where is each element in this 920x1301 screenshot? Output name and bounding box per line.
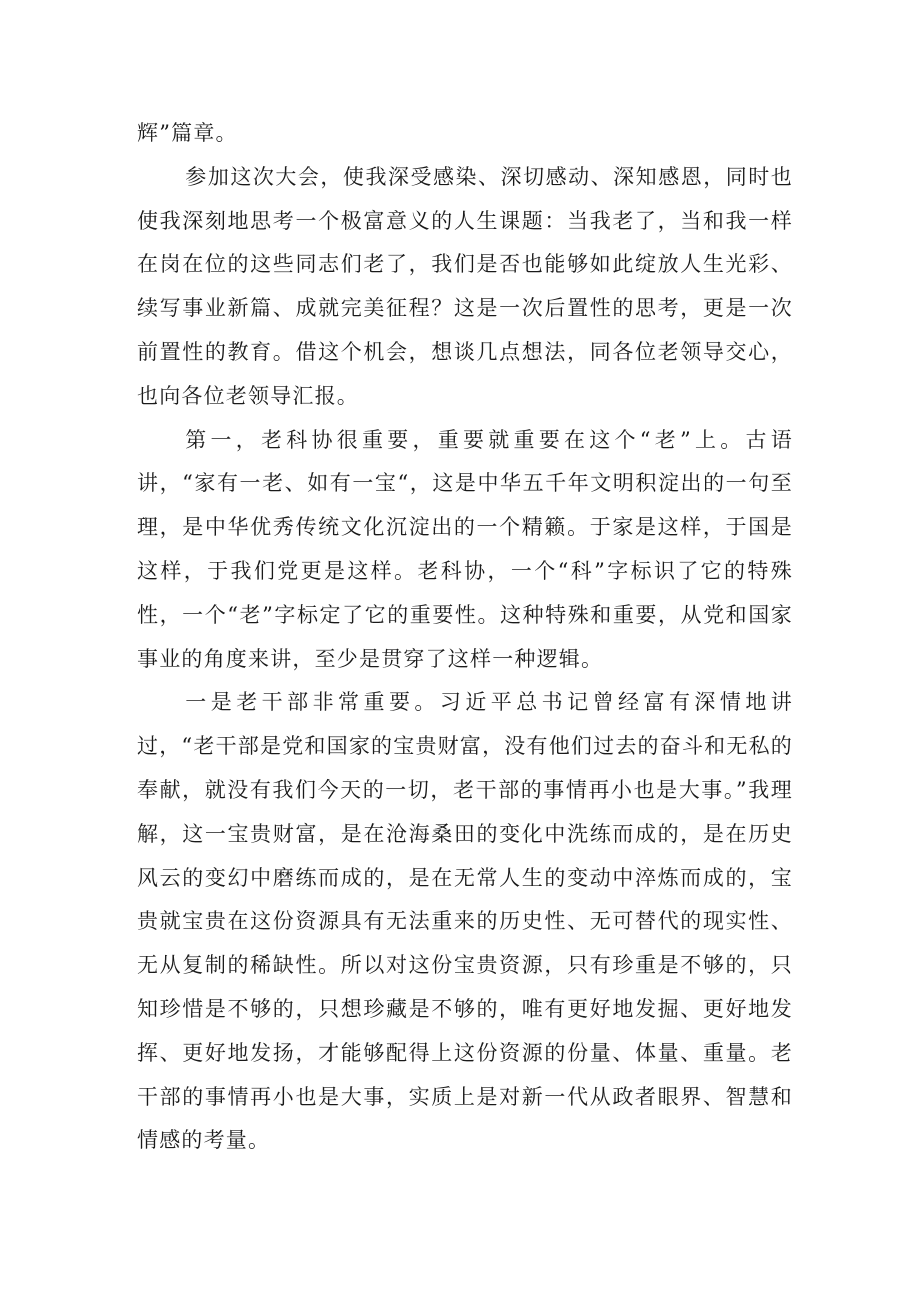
paragraph-veteran-cadres: 一是老干部非常重要。习近平总书记曾经富有深情地讲过，“老干部是党和国家的宝贵财富，没有他们过去的奋斗和无私的奉献，就没有我们今天的一切，老干部的事情再小也是大事。”我理解，这一宝贵财富，是在沧海桑田的变化中洗练而成的，是在历史风云的变幻中磨练而成的，是在无常人生的变动中淬炼而成的，宝贵就宝贵在这份资源具有无法重来的历史性、无可替代的现实性、无从复制的稀缺性。所以对这份宝贵资源，只有珍重是不够的，只知珍惜是不够的，只想珍藏是不够的，唯有更好地发掘、更好地发挥、更好地发扬，才能够配得上这份资源的份量、体量、重量。老干部的事情再小也是大事，实质上是对新一代从政者眼界、智慧和情感的考量。 [137,690,793,1153]
paragraph-point-one: 第一，老科协很重要，重要就重要在这个“老”上。古语讲，“家有一老、如有一宝“，这是中华五千年文明积淀出的一句至理，是中华优秀传统文化沉淀出的一个精籁。于家是这样，于国是这样，于我们党更是这样。老科协，一个“科”字标识了它的特殊性，一个“老”字标定了它的重要性。这种特殊和重要，从党和国家事业的角度来讲，至少是贯穿了这样一种逻辑。 [137,427,793,671]
body-text [137,112,793,1163]
paragraph-conference-reflection: 参加这次大会，使我深受感染、深切感动、深知感恩，同时也使我深刻地思考一个极富意义的人生课题：当我老了，当和我一样在岗在位的这些同志们老了，我们是否也能够如此绽放人生光彩、续写事业新篇、成就完美征程？这是一次后置性的思考，更是一次前置性的教育。借这个机会，想谈几点想法，同各位老领导交心，也向各位老领导汇报。 [137,164,793,408]
paragraph-continuation: 辉”篇章。 [137,121,238,145]
